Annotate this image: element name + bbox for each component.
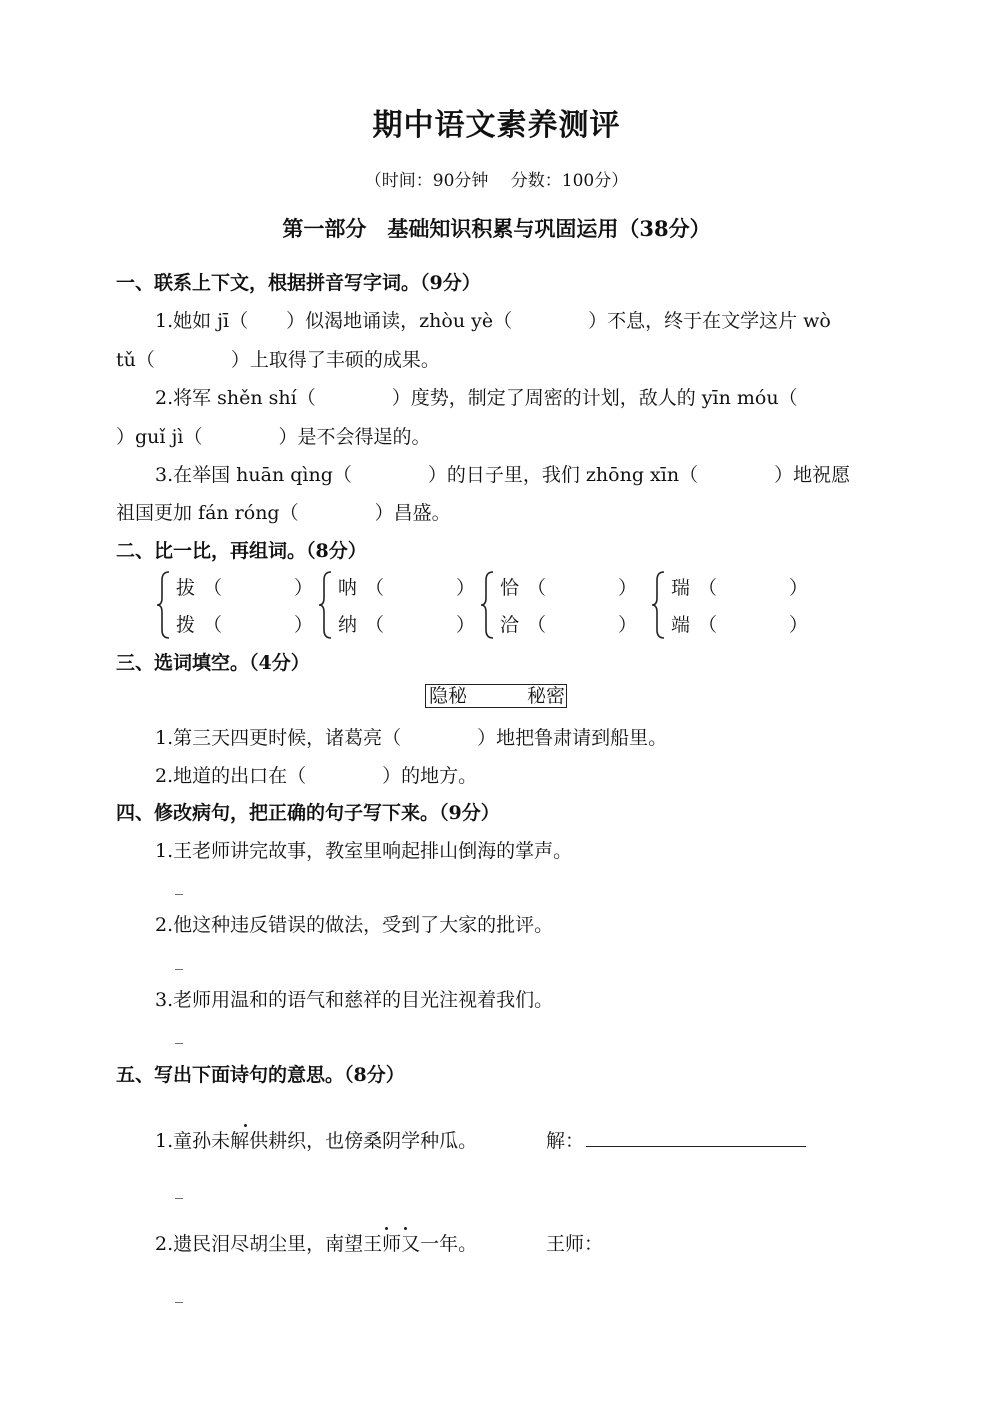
section5-heading: 五、写出下面诗句的意思。（8分） [116,1064,405,1086]
s4-item-3: 3.老师用温和的语气和慈祥的目光注视着我们。 [155,989,554,1011]
s5-item-2: 2.遗民泪尽胡尘里，南望王师又一年。 [155,1233,478,1255]
brace-icon [480,570,496,640]
pair-1-bottom: 拨 （ ） [176,614,314,636]
s5-item-1: 1.童孙未解供耕织，也傍桑阴学种瓜。 [155,1130,478,1152]
section2-heading: 二、比一比，再组词。（8分） [116,540,367,562]
pair-3-top: 恰 （ ） [500,577,638,599]
s5-blank-1: _ [175,1180,183,1199]
section1-heading: 一、联系上下文，根据拼音写字词。（9分） [116,272,481,294]
emphasis-dot [385,1227,388,1230]
s4-blank-2: _ [175,951,183,970]
pair-2-top: 呐 （ ） [338,577,476,599]
pair-1-top: 拔 （ ） [176,577,314,599]
pair-3-bottom: 洽 （ ） [500,614,638,636]
answer-line[interactable] [586,1146,806,1147]
s4-item-1: 1.王老师讲完故事，教室里响起排山倒海的掌声。 [155,840,573,862]
emphasis-dot [404,1227,407,1230]
pair-4-bottom: 端 （ ） [671,614,809,636]
s4-blank-3: _ [175,1025,183,1044]
choice-word-2: 秘密 [527,685,566,707]
s1-line-1: 1.她如 jī（ ）似渴地诵读，zhòu yè（ ）不息，终于在文学这片 wò [155,310,831,332]
part-heading: 第一部分 基础知识积累与巩固运用（38分） [282,216,711,241]
s1-line-4: ）guǐ jì（ ）是不会得逞的。 [116,426,431,448]
s4-item-2: 2.他这种违反错误的做法，受到了大家的批评。 [155,914,554,936]
s5-blank-2: _ [175,1284,183,1303]
section4-heading: 四、修改病句，把正确的句子写下来。（9分） [116,802,500,824]
s5-label-2: 王师： [546,1233,604,1255]
pair-2-bottom: 纳 （ ） [338,614,476,636]
word-choice-box [425,684,567,708]
s1-line-5: 3.在举国 huān qìng（ ）的日子里，我们 zhōng xīn（ ）地祝愿 [155,464,851,486]
s1-line-2: tǔ（ ）上取得了丰硕的成果。 [116,349,440,371]
brace-icon [318,570,334,640]
choice-word-1: 隐秘 [429,685,468,707]
emphasis-dot [244,1124,247,1127]
brace-icon [156,570,172,640]
s1-line-6: 祖国更加 fán róng（ ）昌盛。 [116,502,451,524]
s5-label-1: 解： [546,1130,585,1152]
s3-line-2: 2.地道的出口在（ ）的地方。 [155,765,478,787]
brace-icon [651,570,667,640]
page-title: 期中语文素养测评 [372,108,621,143]
s3-line-1: 1.第三天四更时候，诸葛亮（ ）地把鲁肃请到船里。 [155,727,668,749]
section3-heading: 三、选词填空。（4分） [116,652,310,674]
exam-info: （时间：90分钟 分数：100分） [364,171,629,191]
s1-line-3: 2.将军 shěn shí（ ）度势，制定了周密的计划，敌人的 yīn móu（ [155,387,798,409]
pair-4-top: 瑞 （ ） [671,577,809,599]
s4-blank-1: _ [175,876,183,895]
